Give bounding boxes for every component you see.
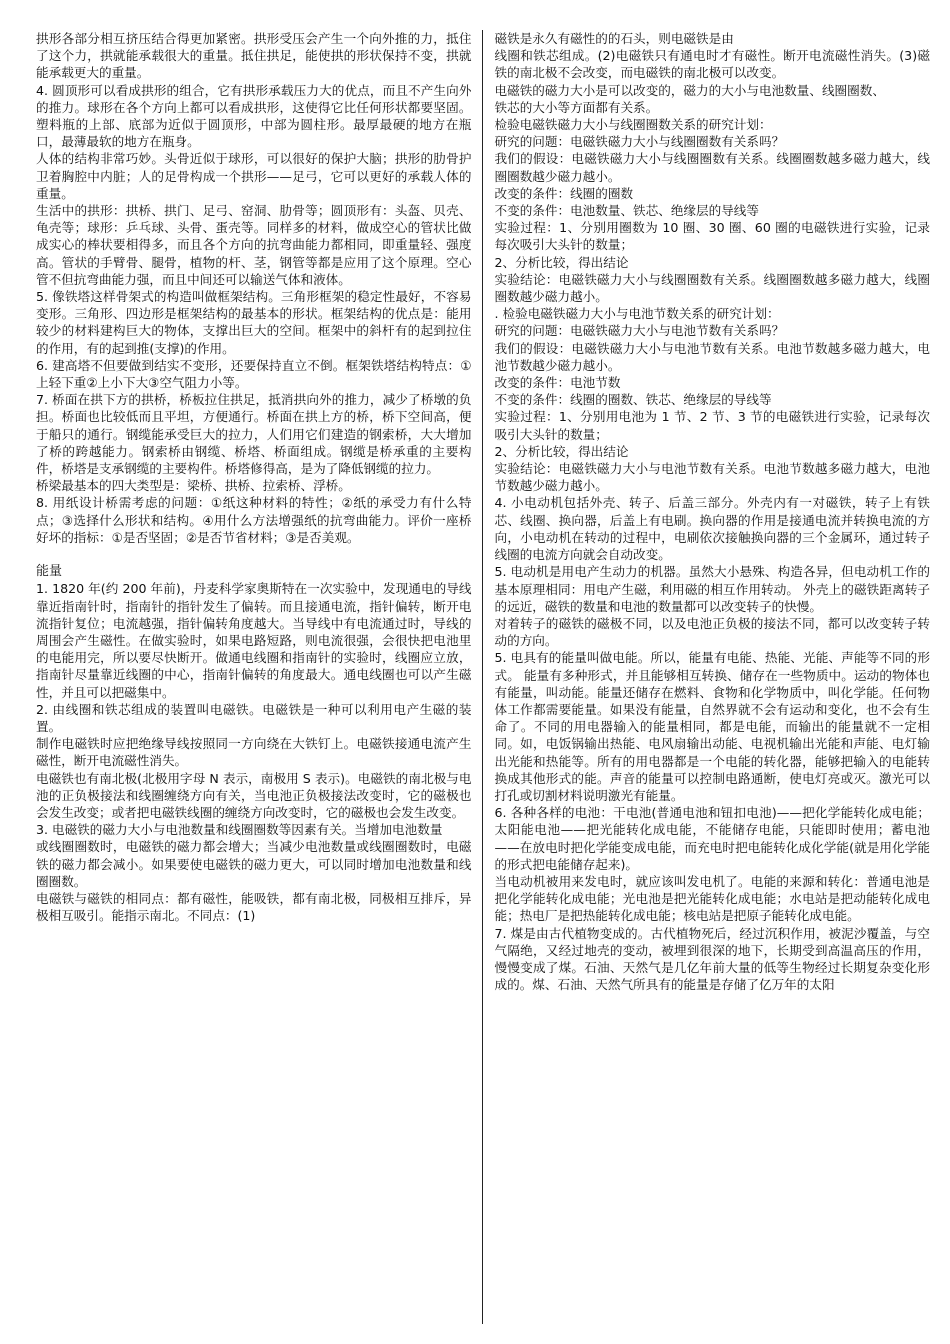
paragraph: 检验电磁铁磁力大小与线圈圈数关系的研究计划：: [494, 117, 772, 133]
paragraph: 实验过程：1、分别用电池为 1 节、2 节、3 节的电磁铁进行实验，记录每次吸引大头针的数量；: [494, 409, 930, 442]
paragraph: 不变的条件：线圈的圈数、铁芯、绝缘层的导线等: [494, 392, 772, 408]
paragraph: 或线圈圈数时，电磁铁的磁力都会增大；当减少电池数量或线圈圈数时，电磁铁的磁力都会减小。如果要使电磁铁的磁力更大，可以同时增加电池数量和线圈圈数。: [36, 839, 472, 889]
paragraph: 4. 圆顶形可以看成拱形的组合，它有拱形承载压力大的优点，而且不产生向外的推力。球形在各个方向上都可以看成拱形，这使得它比任何形状都要坚固。塑料瓶的上部、底部为近似于圆顶形，中部为圆柱形。最厚最硬的地方在瓶口，最薄最软的地方在瓶身。: [36, 82, 472, 150]
paragraph: 研究的问题：电磁铁磁力大小与电池节数有关系吗？: [494, 323, 785, 339]
paragraph: 生活中的拱形：拱桥、拱门、足弓、窑洞、肋骨等；圆顶形有：头盔、贝壳、龟壳等；球形：乒乓球、头骨、蛋壳等。同样多的材料，做成空心的管状比做成实心的棒状要相得多，而且各个方向的抗弯曲能力都相同，即重量轻、强度高。管状的手臂骨、腿骨，植物的杆、茎，钢管等都是应用了这个原理。空心管不但抗弯曲能力强，而且中间还可以输送气体和液体。: [36, 203, 472, 287]
paragraph: 电磁铁也有南北极(北极用字母 N 表示，南极用 S 表示)。电磁铁的南北极与电池的正负极接法和线圈缠绕方向有关，当电池正负极接法改变时，它的磁极也会发生改变；或者把电磁铁线圈的缠绕方向改变时，它的磁极也会发生改变。: [36, 770, 472, 820]
paragraph: 实验结论：电磁铁磁力大小与电池节数有关系。电池节数越多磁力越大，电池节数越少磁力越小。: [494, 461, 930, 494]
paragraph: 2. 由线圈和铁芯组成的装置叫电磁铁。电磁铁是一种可以利用电产生磁的装置。: [36, 701, 472, 734]
section-heading-energy: 能量: [36, 564, 63, 580]
paragraph: . 检验电磁铁磁力大小与电池节数关系的研究计划：: [494, 306, 780, 322]
paragraph: 拱形各部分相互挤压结合得更加紧密。拱形受压会产生一个向外推的力，抵住了这个力，拱就能承载很大的重量。抵住拱足，能使拱的形状保持不变，拱就能承载更大的重量。: [36, 31, 472, 81]
paragraph: 磁铁是永久有磁性的的石头，则电磁铁是由: [494, 31, 734, 46]
paragraph: 5. 电具有的能量叫做电能。所以，能量有电能、热能、光能、声能等不同的形式。 能量有多种形式，并且能够相互转换、储存在一些物质中。运动的物体也有能量，叫动能。能量还储存在燃料、食物和化学物质中，叫化学能。任何物体工作都需要能量。如果没有能量，自然界就不会有运动和变化，也不会有生命了。不同的用电器输入的能量相同，都是电能，而输出的能量就不一定相同。如，电饭锅输出热能、电风扇输出动能、电视机输出光能和声能、电灯输出光能和热能等。所有的用电器都是一个电能的转化器，能够把输入的电能转换成其他形式的能。声音的能量可以控制电路通断，使电灯亮或灭。激光可以打孔或切割材料说明激光有能量。: [494, 650, 930, 803]
paragraph: 5. 像铁塔这样骨架式的构造叫做框架结构。三角形框架的稳定性最好，不容易变形。三角形、四边形是框架结构的最基本的形状。框架结构的优点是：能用较少的材料建构巨大的物体，支撑出巨大的空间。框架中的斜杆有的起到拉住的作用，有的起到推(支撑)的作用。: [36, 289, 472, 356]
paragraph: 铁芯的大小等方面都有关系。: [494, 99, 659, 115]
paragraph: 桥梁最基本的四大类型是：梁桥、拱桥、拉索桥、浮桥。: [36, 478, 351, 494]
paragraph: 改变的条件：线圈的圈数: [494, 185, 634, 201]
paragraph: 电磁铁的磁力大小是可以改变的，磁力的大小与电池数量、线圈圈数、: [494, 82, 885, 98]
paragraph: 实验结论：电磁铁磁力大小与线圈圈数有关系。线圈圈数越多磁力越大，线圈圈数越少磁力越小。: [494, 271, 930, 305]
paragraph: 制作电磁铁时应把绝缘导线按照同一方向绕在大铁钉上。电磁铁接通电流产生磁性，断开电流磁性消失。: [36, 736, 472, 769]
column-divider: [482, 30, 483, 1324]
paragraph: 当电动机被用来发电时，就应该叫发电机了。电能的来源和转化：普通电池是把化学能转化成电能；光电池是把光能转化成电能；水电站是把动能转化成电能；热电厂是把热能转化成电能；核电站是把原子能转化成电能。: [494, 873, 930, 924]
paragraph: 我们的假设：电磁铁磁力大小与线圈圈数有关系。线圈圈数越多磁力越大，线圈圈数越少磁力越小。: [494, 151, 930, 184]
paragraph: 5. 电动机是用电产生动力的机器。虽然大小悬殊、构造各异，但电动机工作的基本原理相同：用电产生磁，利用磁的相互作用转动。 外壳上的磁铁距离转子的远近，磁铁的数量和电池的数量都可以改变转子的快慢。: [494, 564, 930, 614]
paragraph: 线圈和铁芯组成。(2)电磁铁只有通电时才有磁性。断开电流磁性消失。(3)磁铁的南北极不会改变，而电磁铁的南北极可以改变。: [494, 48, 930, 81]
paragraph: 我们的假设：电磁铁磁力大小与电池节数有关系。电池节数越多磁力越大，电池节数越少磁力越小。: [494, 340, 930, 373]
paragraph: 7. 煤是由古代植物变成的。古代植物死后，经过沉积作用，被泥沙覆盖，与空气隔绝，又经过地壳的变动，被埋到很深的地下，长期受到高温高压的作用，慢慢变成了煤。石油、天然气是几亿年前大量的低等生物经过长期复杂变化形成的。煤、石油、天然气所具有的能量是存储了亿万年的太阳: [494, 925, 930, 993]
paragraph: 8. 用纸设计桥需考虑的问题：①纸这种材料的特性；②纸的承受力有什么特点；③选择什么形状和结构。④用什么方法增强纸的抗弯曲能力。评价一座桥好坏的指标：①是否坚固；②是否节省材料；③是否美观。: [36, 495, 472, 545]
paragraph: 3. 电磁铁的磁力大小与电池数量和线圈圈数等因素有关。当增加电池数量: [36, 822, 443, 838]
paragraph: 改变的条件：电池节数: [494, 375, 621, 391]
paragraph: 人体的结构非常巧妙。头骨近似于球形，可以很好的保护大脑；拱形的肋骨护卫着胸腔中内脏；人的足骨构成一个拱形——足弓，它可以更好的承载人体的重量。: [36, 151, 472, 201]
paragraph: 6. 各种各样的电池：干电池(普通电池和钮扣电池)——把化学能转化成电能；太阳能电池——把光能转化成电能，不能储存电能，只能即时使用；蓄电池——在放电时把化学能变成电能，而充电时把电能转化成化学能(就是用化学能的形式把电能储存起来)。: [494, 805, 930, 872]
right-column: [487, 30, 931, 1324]
left-column: [36, 30, 478, 1324]
paragraph: 1. 1820 年(约 200 年前)，丹麦科学家奥斯特在一次实验中，发现通电的导线靠近指南针时，指南针的指针发生了偏转。而且接通电流，指针偏转，断开电流指针复位；电流越强，指针偏转角度越大。当导线中有电流通过时，导线的周围会产生磁性。在做实验时，如果电路短路，则电流很强，会很快把电池里的电能用完，所以要尽快断开。做通电线圈和指南针的实验时，线圈应立放，指南针尽量靠近线圈的中心，指南针偏转的角度最大。通电线圈也可以产生磁性，并且可以把磁集中。: [36, 581, 472, 700]
paragraph: 4. 小电动机包括外壳、转子、后盖三部分。外壳内有一对磁铁，转子上有铁芯、线圈、换向器，后盖上有电刷。换向器的作用是接通电流并转换电流的方向，小电动机在转动的过程中，电刷依次接触换向器的三个金属环，通过转子线圈的电流方向就会自动改变。: [494, 495, 930, 563]
paragraph: 2、分析比较，得出结论: [494, 254, 629, 270]
paragraph: 7. 桥面在拱下方的拱桥，桥板拉住拱足，抵消拱向外的推力，减少了桥墩的负担。桥面也比较低而且平坦，方便通行。桥面在拱上方的桥，桥下空间高，便于船只的通行。钢缆能承受巨大的拉力，人们用它们建造的钢索桥，大大增加了桥的跨越能力。钢索桥由钢缆、桥塔、桥面组成。钢缆是桥承重的主要构件，桥塔是支承钢缆的主要构件。桥塔修得高，是为了降低钢缆的拉力。: [36, 392, 472, 477]
paragraph: 研究的问题：电磁铁磁力大小与线圈圈数有关系吗？: [494, 134, 785, 150]
paragraph: 2、分析比较，得出结论: [494, 443, 629, 459]
paragraph: 对着转子的磁铁的磁极不同，以及电池正负极的接法不同，都可以改变转子转动的方向。: [494, 615, 930, 649]
paragraph: 不变的条件：电池数量、铁芯、绝缘层的导线等: [494, 203, 759, 219]
paragraph: 6. 建高塔不但要做到结实不变形，还要保持直立不倒。框架铁塔结构特点：①上轻下重②上小下大③空气阻力小等。: [36, 357, 472, 391]
paragraph: 实验过程：1、分别用圈数为 10 圈、30 圈、60 圈的电磁铁进行实验，记录每次吸引大头针的数量；: [494, 220, 930, 253]
paragraph: 电磁铁与磁铁的相同点：都有磁性，能吸铁，都有南北极，同极相互排斥，异极相互吸引。能指示南北。不同点：(1): [36, 890, 472, 924]
